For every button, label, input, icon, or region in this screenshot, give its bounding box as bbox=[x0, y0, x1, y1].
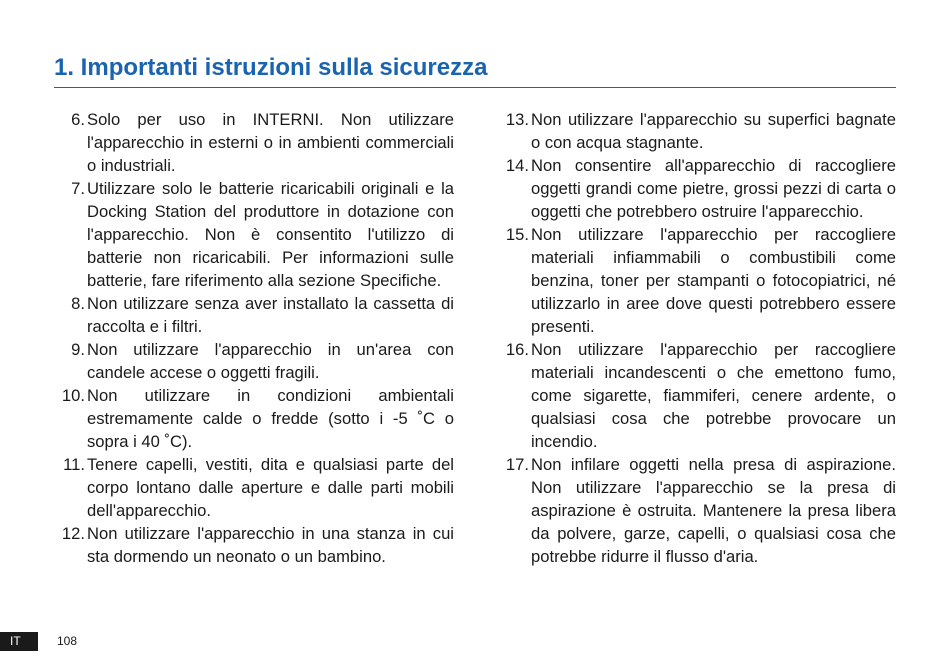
item-number: 12. bbox=[61, 524, 85, 543]
language-tag: IT bbox=[0, 632, 38, 651]
item-text: Non utilizzare l'apparecchio su superfici bagnate o con acqua stagnante. bbox=[531, 110, 896, 152]
item-number: 13. bbox=[505, 110, 529, 129]
list-item bbox=[496, 223, 896, 338]
item-number: 14. bbox=[505, 156, 529, 175]
item-text: Non infilare oggetti nella presa di aspirazione. Non utilizzare l'apparecchio se la presa di aspirazione è ostruita. Mantenere la presa libera da polvere, garze, capelli, o qualsiasi cosa che potrebbe ridurre il flusso d'aria. bbox=[531, 455, 896, 566]
list-item bbox=[52, 522, 454, 568]
list-item bbox=[52, 453, 454, 522]
item-text: Non utilizzare l'apparecchio in un'area con candele accese o oggetti fragili. bbox=[87, 340, 454, 382]
item-number: 11. bbox=[63, 455, 85, 474]
item-text: Non utilizzare l'apparecchio per raccogliere materiali infiammabili o combustibili come benzina, toner per stampanti o fotocopiatrici, né utilizzarlo in aree dove questi potrebbero essere presenti. bbox=[531, 225, 896, 336]
list-item bbox=[52, 338, 454, 384]
item-text: Utilizzare solo le batterie ricaricabili originali e la Docking Station del produttore in dotazione con l'apparecchio. Non è consentito l'utilizzo di batterie non ricaricabili. Per informazioni sulle batterie, fare riferimento alla sezione Specifiche. bbox=[87, 179, 454, 290]
item-text: Non utilizzare l'apparecchio in una stanza in cui sta dormendo un neonato o un bambino. bbox=[87, 524, 454, 566]
list-item bbox=[496, 108, 896, 154]
item-text: Non utilizzare l'apparecchio per raccogliere materiali incandescenti o che emettono fumo, come sigarette, fiammiferi, cenere ardente, o qualsiasi cosa che potrebbe provocare un incendio. bbox=[531, 340, 896, 451]
item-number: 16. bbox=[505, 340, 529, 359]
item-number: 6. bbox=[71, 110, 85, 129]
item-number: 10. bbox=[61, 386, 85, 405]
item-number: 8. bbox=[71, 294, 85, 313]
list-item bbox=[496, 338, 896, 453]
list-item bbox=[496, 453, 896, 568]
item-number: 9. bbox=[71, 340, 85, 359]
page-number: 108 bbox=[57, 634, 78, 648]
title-divider bbox=[54, 87, 896, 88]
list-item bbox=[52, 292, 454, 338]
page-title: 1. Importanti istruzioni sulla sicurezza bbox=[54, 54, 488, 81]
item-text: Tenere capelli, vestiti, dita e qualsiasi parte del corpo lontano dalle aperture e dalle parti mobili dell'apparecchio. bbox=[87, 455, 454, 520]
item-number: 15. bbox=[505, 225, 529, 244]
item-text: Non utilizzare senza aver installato la cassetta di raccolta e i filtri. bbox=[87, 294, 454, 336]
right-column bbox=[496, 108, 896, 568]
list-item bbox=[496, 154, 896, 223]
item-text: Non utilizzare in condizioni ambientali estremamente calde o fredde (sotto i -5 ˚C o sopra i 40 ˚C). bbox=[87, 386, 454, 451]
list-item bbox=[52, 177, 454, 292]
left-column bbox=[52, 108, 454, 568]
list-item bbox=[52, 108, 454, 177]
item-number: 7. bbox=[71, 179, 85, 198]
item-number: 17. bbox=[505, 455, 529, 474]
item-text: Solo per uso in INTERNI. Non utilizzare l'apparecchio in esterni o in ambienti commerciali o industriali. bbox=[87, 110, 454, 175]
item-text: Non consentire all'apparecchio di raccogliere oggetti grandi come pietre, grossi pezzi di carta o oggetti che potrebbero ostruire l'apparecchio. bbox=[531, 156, 896, 221]
list-item bbox=[52, 384, 454, 453]
